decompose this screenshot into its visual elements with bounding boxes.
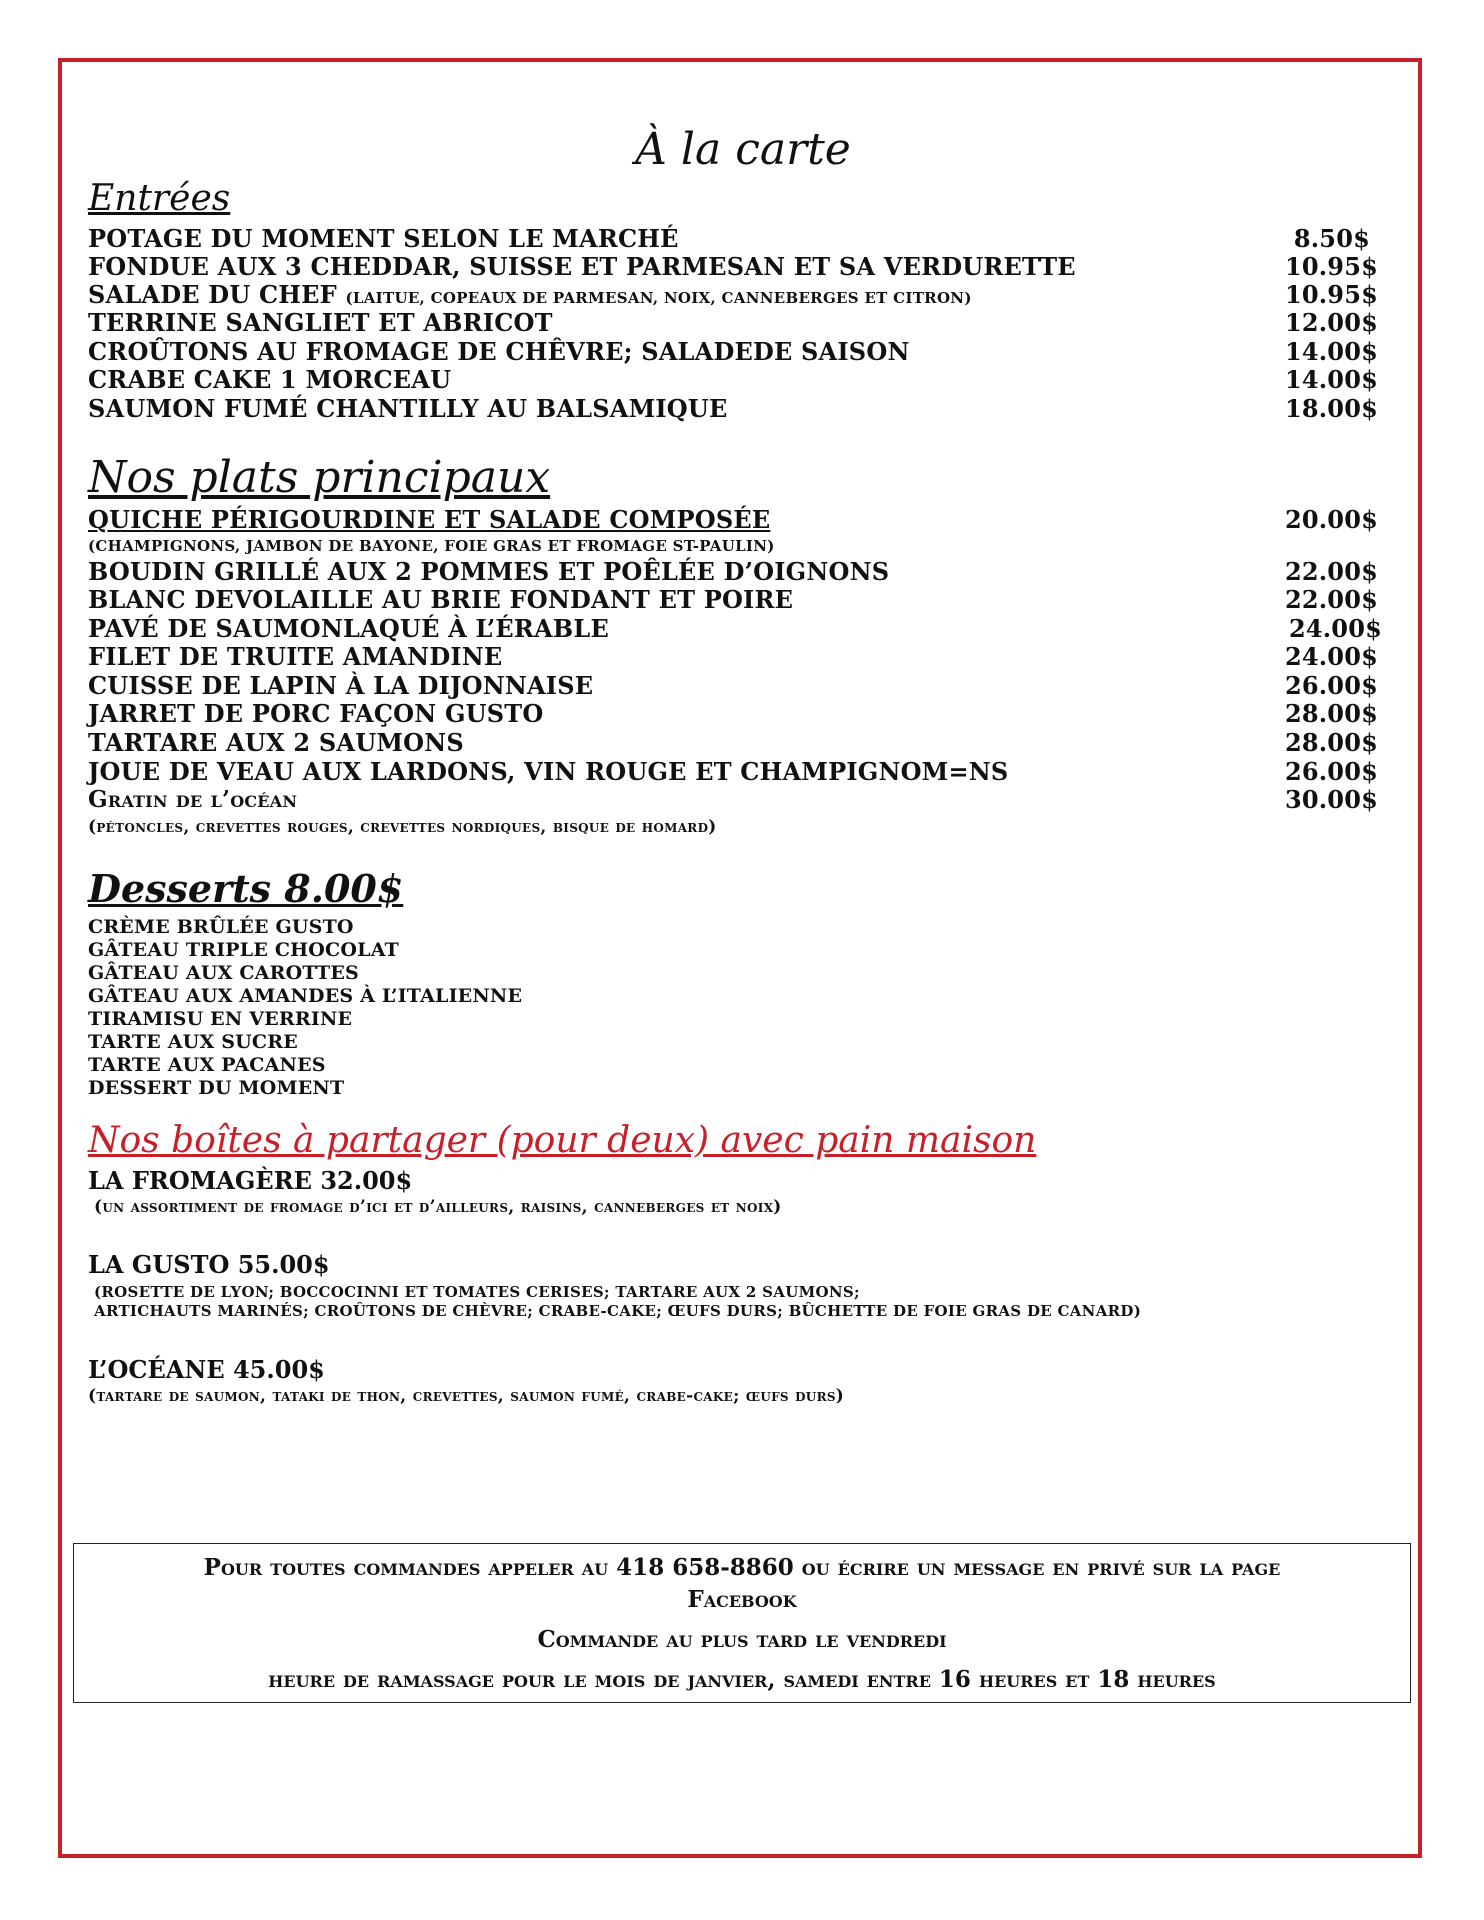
item-name: QUICHE PÉRIGOURDINE ET SALADE COMPOSÉE: [88, 505, 771, 534]
menu-item: [88, 308, 1378, 338]
desserts-heading: Desserts 8.00$: [88, 866, 404, 911]
item-price: 14.00$: [1284, 337, 1378, 366]
item-name: POTAGE DU MOMENT SELON LE MARCHÉ: [88, 224, 679, 253]
item-price: 10.95$: [1284, 280, 1378, 309]
menu-item: [88, 337, 1378, 367]
item-description: (CHAMPIGNONS, JAMBON DE BAYONE, FOIE GRAS ET FROMAGE ST-PAULIN): [88, 537, 775, 555]
order-info-line: Commande au plus tard le vendredi: [537, 1626, 947, 1653]
dessert-item: TARTE AUX PACANES: [88, 1054, 326, 1076]
menu-item: [88, 757, 1378, 787]
dessert-item: GÂTEAU AUX CAROTTES: [88, 962, 359, 984]
item-name: SAUMON FUMÉ CHANTILLY AU BALSAMIQUE: [88, 394, 728, 423]
menu-item: [88, 252, 1378, 282]
item-price: 12.00$: [1284, 308, 1378, 337]
item-price: 26.00$: [1284, 757, 1378, 786]
order-info-line: Pour toutes commandes appeler au 418 658-8860 ou écrire un message en privé sur la page: [203, 1554, 1281, 1581]
item-price: 28.00$: [1284, 699, 1378, 728]
item-name: PAVÉ DE SAUMONLAQUÉ À L’ÉRABLE: [88, 614, 609, 643]
item-name: SALADE DU CHEF (LAITUE, COPEAUX DE PARMESAN, NOIX, CANNEBERGES ET CITRON): [88, 280, 972, 309]
item-price: 28.00$: [1284, 728, 1378, 757]
order-info-box: [73, 1543, 1411, 1703]
item-name: FILET DE TRUITE AMANDINE: [88, 642, 503, 671]
menu-item: [88, 280, 1378, 310]
item-price: 30.00$: [1284, 785, 1378, 814]
dessert-item: GÂTEAU AUX AMANDES À L’ITALIENNE: [88, 985, 523, 1007]
item-name: CUISSE DE LAPIN À LA DIJONNAISE: [88, 671, 594, 700]
menu-item: [88, 224, 1378, 254]
item-price: 20.00$: [1284, 505, 1378, 534]
item-name: TERRINE SANGLIET ET ABRICOT: [88, 308, 553, 337]
item-price: 14.00$: [1284, 365, 1378, 394]
order-info-line: heure de ramassage pour le mois de janvier, samedi entre 16 heures et 18 heures: [268, 1666, 1216, 1693]
item-price: 24.00$: [1288, 614, 1382, 643]
item-price: 22.00$: [1284, 557, 1378, 586]
menu-item: [88, 642, 1378, 672]
item-price: 8.50$: [1293, 224, 1370, 253]
item-price: 22.00$: [1284, 585, 1378, 614]
dessert-item: DESSERT DU MOMENT: [88, 1077, 345, 1099]
item-name: Gratin de l’océan: [88, 786, 298, 813]
menu-item: [88, 671, 1378, 701]
menu-item: [88, 699, 1378, 729]
item-price: 10.95$: [1284, 252, 1378, 281]
item-name: CROÛTONS AU FROMAGE DE CHÊVRE; SALADEDE SAISON: [88, 337, 910, 366]
item-name: BOUDIN GRILLÉ AUX 2 POMMES ET POÊLÉE D’OIGNONS: [88, 557, 890, 586]
dessert-item: TIRAMISU EN VERRINE: [88, 1008, 353, 1030]
menu-item: [88, 785, 1378, 815]
box-description: (ROSETTE DE LYON; BOCCOCINNI ET TOMATES CERISES; TARTARE AUX 2 SAUMONS;: [94, 1283, 860, 1301]
item-name: TARTARE AUX 2 SAUMONS: [88, 728, 464, 757]
menu-item: [88, 365, 1378, 395]
item-price: 18.00$: [1284, 394, 1378, 423]
box-description: (tartare de saumon, tataki de thon, crevettes, saumon fumé, crabe-cake; œufs durs): [88, 1386, 845, 1406]
item-description: (pétoncles, crevettes rouges, crevettes nordiques, bisque de homard): [88, 817, 717, 837]
dessert-item: TARTE AUX SUCRE: [88, 1031, 298, 1053]
menu-item: [88, 585, 1378, 615]
menu-item: [88, 505, 1378, 535]
item-price: 26.00$: [1284, 671, 1378, 700]
item-name: FONDUE AUX 3 CHEDDAR, SUISSE ET PARMESAN ET SA VERDURETTE: [88, 252, 1076, 281]
box-title: L’OCÉANE 45.00$: [88, 1355, 325, 1384]
entrees-heading: Entrées: [88, 178, 231, 219]
box-title: LA FROMAGÈRE 32.00$: [88, 1166, 413, 1195]
item-price: 24.00$: [1284, 642, 1378, 671]
item-name: BLANC DEVOLAILLE AU BRIE FONDANT ET POIRE: [88, 585, 794, 614]
box-description: ARTICHAUTS MARINÉS; CROÛTONS DE CHÈVRE; CRABE-CAKE; ŒUFS DURS; BÛCHETTE DE FOIE GRAS DE CANARD): [94, 1302, 1142, 1320]
plats-heading: Nos plats principaux: [88, 452, 551, 503]
item-note: (LAITUE, COPEAUX DE PARMESAN, NOIX, CANNEBERGES ET CITRON): [345, 289, 972, 307]
dessert-item: GÂTEAU TRIPLE CHOCOLAT: [88, 939, 399, 961]
menu-item: [88, 394, 1378, 424]
dessert-item: CRÈME BRÛLÉE GUSTO: [88, 916, 354, 938]
page-title: À la carte: [635, 124, 851, 175]
boites-heading: Nos boîtes à partager (pour deux) avec pain maison: [88, 1120, 1037, 1161]
menu-item: [88, 557, 1378, 587]
box-description: (un assortiment de fromage d’ici et d’ailleurs, raisins, canneberges et noix): [94, 1197, 782, 1217]
order-info-line: Facebook: [687, 1586, 797, 1613]
item-name: JARRET DE PORC FAÇON GUSTO: [88, 699, 544, 728]
menu-item: [88, 614, 1382, 644]
item-name: CRABE CAKE 1 MORCEAU: [88, 365, 452, 394]
box-title: LA GUSTO 55.00$: [88, 1250, 330, 1279]
menu-item: [88, 728, 1378, 758]
item-name: JOUE DE VEAU AUX LARDONS, VIN ROUGE ET CHAMPIGNOM=NS: [88, 757, 1009, 786]
